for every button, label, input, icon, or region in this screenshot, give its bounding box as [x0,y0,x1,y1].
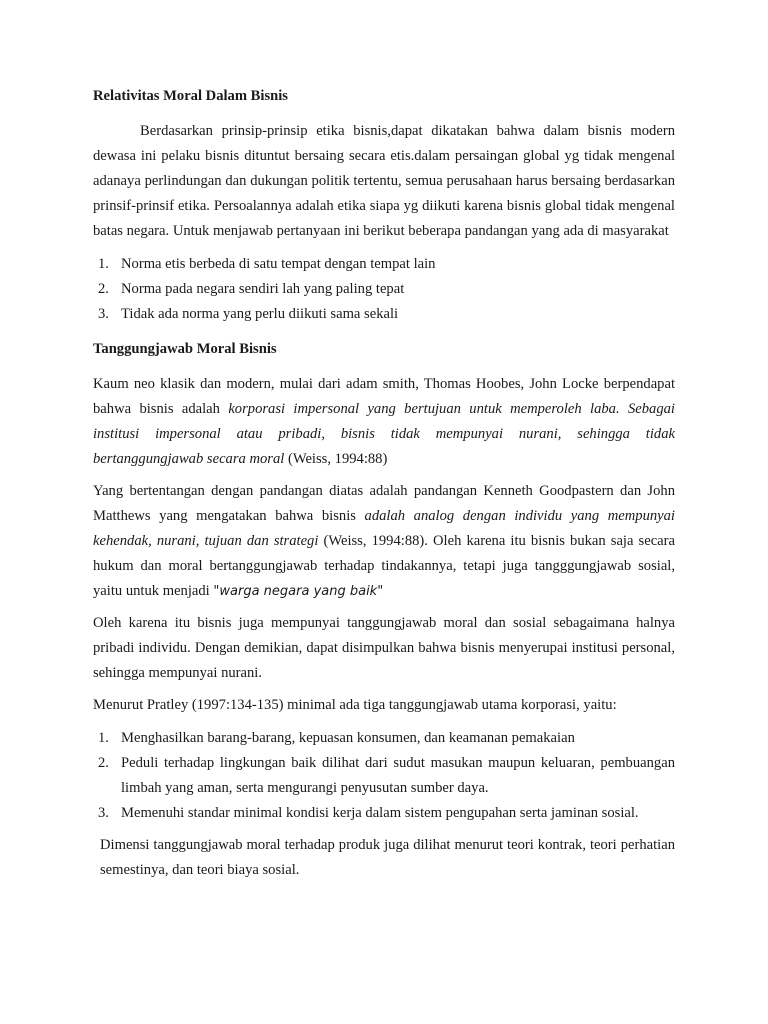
paragraph-lead: Kaum neo klasik dan modern, mulai dari adam smith, Thomas Hoobes, John Locke berpendapat bahwa bisnis adalah [93,376,675,417]
list-number: 2. [98,755,109,771]
paragraph-dimensi: Dimensi tanggungjawab moral terhadap produk juga dilihat menurut teori kontrak, teori perhatian semestinya, dan teori biaya sosial. [100,837,675,878]
section-title-tanggungjawab: Tanggungjawab Moral Bisnis [93,341,277,357]
list-item [93,277,675,302]
paragraph-italic: adalah analog dengan individu yang mempunyai kehendak, nurani, tujuan dan strategi [93,508,675,549]
paragraph-neo-klasik [93,372,675,472]
paragraph-citation: (Weiss, 1994:88) [284,451,388,467]
list-number: 2. [98,281,109,297]
list-pandangan [93,252,675,327]
paragraph-goodpastern [93,479,675,604]
paragraph-middle: (Weiss, 1994:88). Oleh karena itu bisnis bukan saja secara hukum dan moral bertanggungjawab terhadap tindakannya, tetapi juga tangggungjawab sosial, yaitu untuk menjadi [93,533,675,599]
list-tanggungjawab [93,726,675,826]
list-item [93,751,675,801]
paragraph-pratley: Menurut Pratley (1997:134-135) minimal ada tiga tanggungjawab utama korporasi, yaitu: [93,697,617,713]
list-text: Peduli terhadap lingkungan baik dilihat dari sudut masukan maupun keluaran, pembuangan limbah yang aman, serta mengurangi penyusutan sumber daya. [121,755,675,796]
list-item [93,801,675,826]
list-number: 1. [98,256,109,272]
list-item [93,302,675,327]
list-text: Tidak ada norma yang perlu diikuti sama sekali [121,306,399,322]
list-number: 1. [98,730,109,746]
list-item [93,252,675,277]
list-item [93,726,675,751]
paragraph-relativitas: Berdasarkan prinsip-prinsip etika bisnis,dapat dikatakan bahwa dalam bisnis modern dewasa ini pelaku bisnis dituntut bersaing secara etis.dalam persaingan global yg tidak mengenal adanaya perlindungan dan dukungan politik tertentu, semua perusahaan harus bersaing berdasarkan prinsif-prinsif etika. Persoalannya adalah etika siapa yg diikuti karena bisnis global tidak mengenal batas negara. Untuk menjawab pertanyaan ini berikut beberapa pandangan yang ada di masyarakat [93,123,675,239]
paragraph-kesimpulan: Oleh karena itu bisnis juga mempunyai tanggungjawab moral dan sosial sebagaimana halnya pribadi individu. Dengan demikian, dapat disimpulkan bahwa bisnis menyerupai institusi personal, sehingga mempunyai nurani. [93,615,675,681]
list-number: 3. [98,306,109,322]
section-title-relativitas: Relativitas Moral Dalam Bisnis [93,88,288,104]
list-number: 3. [98,805,109,821]
paragraph-lead: Yang bertentangan dengan pandangan diatas adalah pandangan Kenneth Goodpastern dan John Matthews yang mengatakan bahwa bisnis [93,483,675,524]
paragraph-quote: "warga negara yang baik" [213,584,384,599]
list-text: Norma pada negara sendiri lah yang paling tepat [121,281,405,297]
document-page [93,84,675,883]
list-text: Norma etis berbeda di satu tempat dengan tempat lain [121,256,436,272]
paragraph-italic: korporasi impersonal yang bertujuan untuk memperoleh laba. Sebagai institusi impersonal atau pribadi, bisnis tidak mempunyai nurani, sehingga tidak bertanggungjawab secara moral [93,401,675,467]
list-text: Menghasilkan barang-barang, kepuasan konsumen, dan keamanan pemakaian [121,730,575,746]
list-text: Memenuhi standar minimal kondisi kerja dalam sistem pengupahan serta jaminan sosial. [121,805,639,821]
